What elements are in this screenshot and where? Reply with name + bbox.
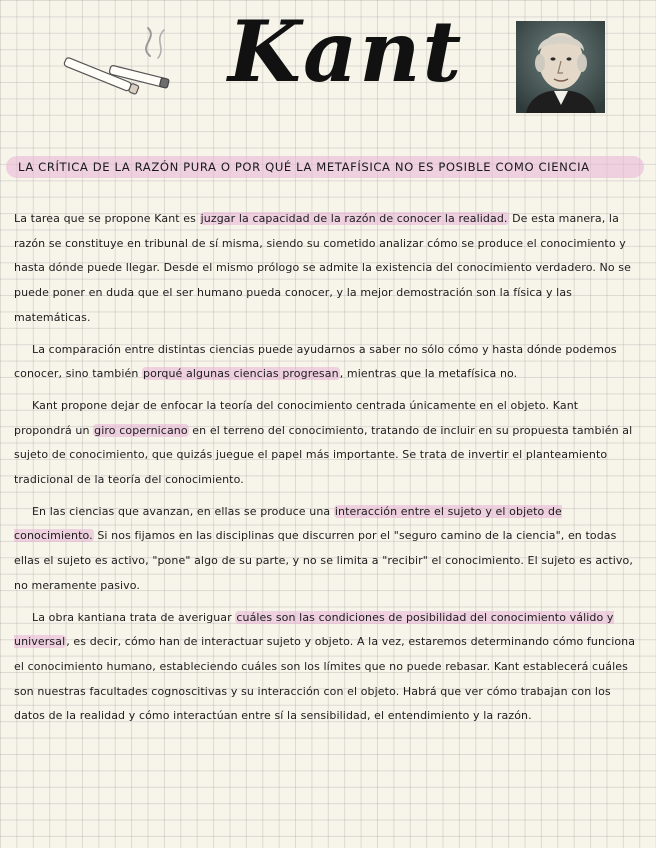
paragraph-text: , mientras que la metafísica no. [339, 367, 518, 381]
highlighted-phrase: porqué algunas ciencias progresan [143, 367, 339, 381]
paragraph [14, 338, 636, 387]
cigarette-icon [58, 26, 174, 106]
paragraph [14, 394, 636, 493]
paragraph [14, 606, 636, 730]
paragraph [14, 500, 636, 599]
paragraph-text: Si nos fijamos en las disciplinas que discurren por el "seguro camino de la ciencia", en todas ellas el sujeto es activo, "pone" algo de su parte, y no se limita a "recibir" el conocimiento. El sujeto es activo, no meramente pasivo. [14, 529, 633, 592]
paragraph-text: , es decir, cómo han de interactuar sujeto y objeto. A la vez, estaremos determinando cómo funciona el conocimiento humano, estableciendo cuáles son los límites que no puede rebasar. Kant establecerá cuáles son nuestras facultades cognoscitivas y su interacción con el objeto. Habrá que ver cómo trabajan con los datos de la realidad y cómo interactúan entre sí la sensibilidad, el entendimiento y la razón. [14, 635, 636, 723]
page-header [0, 0, 656, 130]
highlighted-phrase: juzgar la capacidad de la razón de conocer la realidad. [200, 212, 508, 225]
paragraph-text: Kant propone dejar de enfocar la teoría del conocimiento centrada únicamente en el objeto. Kant propondrá un [14, 398, 579, 437]
notes-body [14, 207, 636, 736]
highlighted-phrase: giro copernicano [94, 423, 188, 437]
paragraph-text: En las ciencias que avanzan, en ellas se produce una [32, 504, 334, 518]
highlighted-phrase: interacción entre el sujeto y el objeto de conocimiento. [14, 504, 562, 543]
kant-portrait [516, 21, 605, 113]
subtitle: LA CRÍTICA DE LA RAZÓN PURA O POR QUÉ LA METAFÍSICA NO ES POSIBLE COMO CIENCIA [18, 160, 590, 174]
paragraph-text: La tarea que se propone Kant es [14, 212, 200, 225]
page-title: Kant [228, 2, 464, 101]
paragraph-text: La obra kantiana trata de averiguar [32, 610, 236, 624]
paragraph-text: en el terreno del conocimiento, tratando de incluir en su propuesta también al sujeto de conocimiento, que quizás juegue el papel más importante. Se trata de invertir el planteamiento tradicional de la teoría del conocimiento. [14, 423, 633, 487]
paragraph-text: La comparación entre distintas ciencias puede ayudarnos a saber no sólo cómo y hasta dónde podemos conocer, sino también [14, 342, 617, 381]
highlighted-phrase: cuáles son las condiciones de posibilidad del conocimiento válido y universal [14, 610, 614, 649]
paragraph [14, 207, 636, 331]
paragraph-text: De esta manera, la razón se constituye en tribunal de sí misma, siendo su cometido analizar cómo se produce el conocimiento y hasta dónde puede llegar. Desde el mismo prólogo se admite la existencia del conocimiento verdadero. No se puede poner en duda que el ser humano pueda conocer, y la mejor demostración son la física y las matemáticas. [14, 212, 631, 324]
